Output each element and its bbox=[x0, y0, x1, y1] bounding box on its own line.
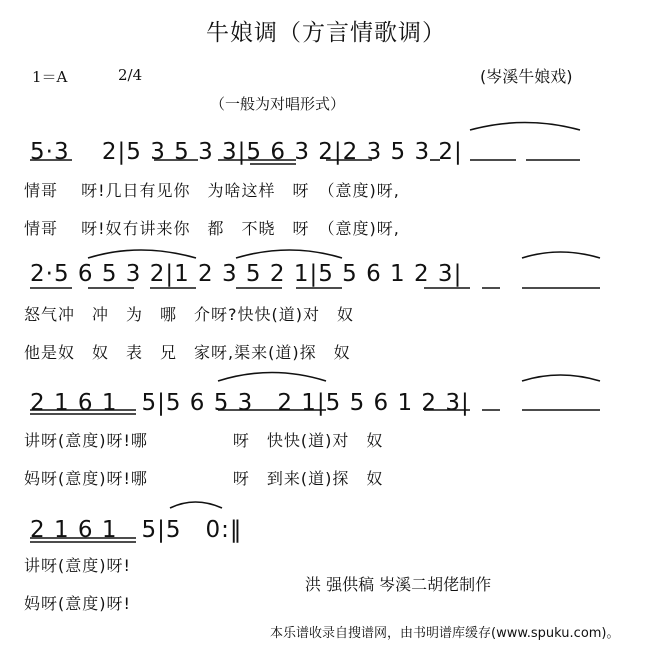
key-signature: 1＝A bbox=[32, 68, 68, 86]
performance-note: （一般为对唱形式） bbox=[210, 95, 346, 113]
notation-line-2: 2·5 6 5 3 2|1 2 3 5 2 1|5 5 6 1 2 3| bbox=[30, 261, 463, 287]
notation-line-3: 2 1 6 1 5|5 6 5 3 2 1|5 5 6 1 2 3| bbox=[30, 390, 470, 416]
notation-line-1: 5·3 2|5 3 5 3 3|5 6 3 2|2 3 5 3 2| bbox=[30, 139, 463, 165]
time-signature: 2/4 bbox=[118, 66, 143, 84]
lyric-line-1a: 情哥 呀!几日有见你 为啥这样 呀 （意度)呀, bbox=[24, 181, 400, 200]
lyric-line-4a: 讲呀(意度)呀! bbox=[24, 556, 131, 575]
lyric-line-2a: 怒气冲 冲 为 哪 介呀?快快(道)对 奴 bbox=[24, 305, 354, 324]
song-title: 牛娘调（方言情歌调） bbox=[206, 20, 446, 46]
lyric-line-2b: 他是奴 奴 表 兄 家呀,渠来(道)探 奴 bbox=[24, 343, 351, 362]
lyric-line-4b: 妈呀(意度)呀! bbox=[24, 594, 131, 613]
notation-line-4: 2 1 6 1 5|5 0:‖ bbox=[30, 517, 243, 543]
lyric-line-3a: 讲呀(意度)呀!哪 呀 快快(道)对 奴 bbox=[24, 431, 384, 450]
footer-note: 本乐谱收录自搜谱网，由书明谱库缓存(www.spuku.com)。 bbox=[270, 626, 620, 641]
lyric-line-1b: 情哥 呀!奴冇讲来你 都 不晓 呀 （意度)呀, bbox=[24, 219, 400, 238]
credit-line: 洪 强供稿 岑溪二胡佬制作 bbox=[305, 575, 492, 594]
lyric-line-3b: 妈呀(意度)呀!哪 呀 到来(道)探 奴 bbox=[24, 469, 384, 488]
source-label: (岑溪牛娘戏) bbox=[480, 67, 573, 86]
